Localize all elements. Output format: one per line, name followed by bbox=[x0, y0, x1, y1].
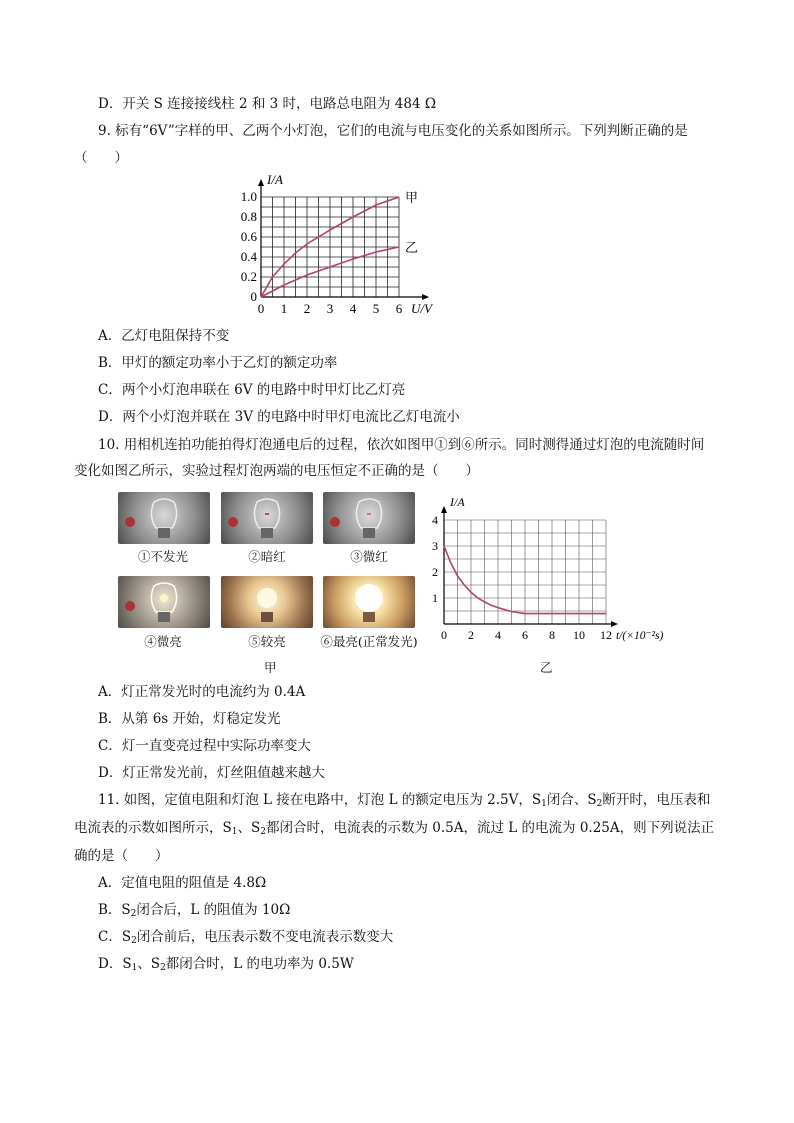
x-tick-label: 2 bbox=[468, 628, 474, 642]
x-tick-label: 5 bbox=[372, 301, 380, 316]
q10-option-d: D．灯正常发光前，灯丝阻值越来越大 bbox=[98, 765, 325, 781]
q10-chart-svg bbox=[424, 490, 674, 650]
q10-option-a: A．灯正常发光时的电流约为 0.4A bbox=[98, 684, 306, 700]
q11-stem-line1c: 断开时，电压表和 bbox=[602, 792, 711, 808]
photo-label-2: ②暗红 bbox=[248, 549, 286, 564]
y-tick-label: 1 bbox=[432, 591, 438, 605]
x-tick-label: 4 bbox=[349, 301, 357, 316]
y-tick-label: 0.4 bbox=[240, 249, 257, 264]
x-axis-arrow bbox=[611, 621, 618, 627]
photo-label-5: ⑤较亮 bbox=[248, 634, 286, 649]
q11-option-b bbox=[98, 900, 290, 924]
sub-2: 2 bbox=[596, 799, 603, 809]
q11-stem-line1a: 11. 如图，定值电阻和灯泡 L 接在电路中，灯泡 L 的额定电压为 2.5V，S bbox=[98, 792, 542, 808]
photo-label-6: ⑥最亮(正常发光) bbox=[320, 634, 418, 649]
caption-yi: 乙 bbox=[540, 660, 553, 675]
sub-2: 2 bbox=[131, 936, 137, 946]
photo-label-1: ①不发光 bbox=[137, 549, 188, 564]
sub-1: 1 bbox=[541, 799, 547, 809]
bulb-photo-2 bbox=[221, 492, 313, 544]
bulb-photo-1 bbox=[118, 492, 210, 544]
q11-stem-line1b: 闭合、S bbox=[546, 792, 597, 808]
q9-option-d: D．两个小灯泡并联在 3V 的电路中时甲灯电流比乙灯电流小 bbox=[98, 409, 460, 425]
q11-option-c bbox=[98, 927, 393, 951]
x-tick-label: 12 bbox=[600, 628, 612, 642]
y-tick-label: 2 bbox=[432, 565, 438, 579]
x-tick-label: 6 bbox=[395, 301, 403, 316]
q9-chart-svg bbox=[228, 168, 448, 320]
y-tick-label: 4 bbox=[432, 513, 438, 527]
sub-2: 2 bbox=[160, 963, 166, 973]
series-label: 乙 bbox=[405, 240, 419, 255]
q10-option-c: C．灯一直变亮过程中实际功率变大 bbox=[98, 738, 311, 754]
y-axis-label: I/A bbox=[267, 172, 283, 187]
q10-stem-line2: 变化如图乙所示，实验过程灯泡两端的电压恒定不正确的是（ ） bbox=[74, 463, 479, 479]
q10-option-b: B．从第 6s 开始，灯稳定发光 bbox=[98, 711, 281, 727]
q11-stem-line2b: 、S bbox=[237, 820, 261, 836]
q11-option-b-post: 闭合后，L 的阻值为 10Ω bbox=[136, 902, 291, 918]
q9-option-c: C．两个小灯泡串联在 6V 的电路中时甲灯比乙灯亮 bbox=[98, 382, 406, 398]
y-tick-label: 3 bbox=[432, 539, 438, 553]
q11-option-d-post: 都闭合时，L 的电功率为 0.5W bbox=[165, 956, 354, 972]
q9-option-b: B．甲灯的额定功率小于乙灯的额定功率 bbox=[98, 355, 338, 371]
x-tick-label: 2 bbox=[303, 301, 311, 316]
y-axis-label: I/A bbox=[450, 495, 465, 509]
x-tick-label: 3 bbox=[326, 301, 334, 316]
x-tick-label: 6 bbox=[522, 628, 528, 642]
q11-option-b-pre: B．S bbox=[98, 902, 131, 918]
x-tick-label: 0 bbox=[441, 628, 447, 642]
x-tick-label: 8 bbox=[549, 628, 555, 642]
q11-option-d bbox=[98, 954, 354, 978]
y-tick-label: 1.0 bbox=[240, 189, 257, 204]
series-label: 甲 bbox=[405, 190, 419, 205]
x-axis-arrow bbox=[422, 294, 429, 300]
q10-chart bbox=[424, 490, 674, 650]
q11-stem-line2 bbox=[74, 818, 714, 842]
q10-stem-line1: 10. 用相机连拍功能拍得灯泡通电后的过程，依次如图甲①到⑥所示。同时测得通过灯泡的电流随时间 bbox=[98, 437, 705, 453]
q11-option-a: A．定值电阻的阻值是 4.8Ω bbox=[98, 875, 267, 891]
y-tick-label: 0.2 bbox=[240, 269, 257, 284]
y-tick-label: 0.8 bbox=[240, 209, 257, 224]
q8-option-d: D．开关 S 连接接线柱 2 和 3 时，电路总电阻为 484 Ω bbox=[98, 96, 437, 112]
q11-option-d-pre: D．S bbox=[98, 956, 132, 972]
q9-stem-line1: 9. 标有“6V”字样的甲、乙两个小灯泡，它们的电流与电压变化的关系如图所示。下列判断正确的是 bbox=[98, 123, 688, 139]
caption-jia: 甲 bbox=[264, 660, 277, 675]
q11-stem-line3: 确的是（ ） bbox=[74, 848, 169, 864]
q11-stem-line2c: 都闭合时，电流表的示数为 0.5A，流过 L 的电流为 0.25A，则下列说法正 bbox=[265, 820, 715, 836]
sub-1: 1 bbox=[131, 963, 138, 973]
bulb-photo-3 bbox=[323, 492, 415, 544]
q9-option-a: A．乙灯电阻保持不变 bbox=[98, 328, 230, 344]
x-axis-label: t/(×10⁻²s) bbox=[616, 630, 664, 642]
q9-stem-line2: （ ） bbox=[74, 150, 128, 166]
x-tick-label: 4 bbox=[495, 628, 501, 642]
sub-1: 1 bbox=[231, 827, 238, 837]
y-axis-arrow bbox=[441, 506, 447, 513]
bulb-photo-6 bbox=[323, 576, 415, 628]
sub-2: 2 bbox=[130, 909, 137, 919]
q11-stem-line1 bbox=[98, 790, 710, 814]
y-tick-label: 0.6 bbox=[240, 229, 257, 244]
y-axis-arrow bbox=[258, 179, 264, 186]
photo-label-3: ③微红 bbox=[350, 549, 388, 564]
x-tick-label: 0 bbox=[257, 301, 265, 316]
q11-option-c-pre: C．S bbox=[98, 929, 132, 945]
q11-stem-line2a: 电流表的示数如图所示，S bbox=[74, 820, 232, 836]
q11-option-c-post: 闭合前后，电压表示数不变电流表示数变大 bbox=[136, 929, 394, 945]
bulb-photo-4 bbox=[118, 576, 210, 628]
x-axis-label: U/V bbox=[411, 301, 432, 316]
q11-option-d-mid: 、S bbox=[137, 956, 161, 972]
sub-2: 2 bbox=[260, 827, 266, 837]
q9-chart bbox=[228, 168, 448, 320]
bulb-photo-5 bbox=[221, 576, 313, 628]
x-tick-label: 10 bbox=[573, 628, 585, 642]
x-tick-label: 1 bbox=[280, 301, 288, 316]
photo-label-4: ④微亮 bbox=[144, 634, 182, 649]
y-tick-label: 0 bbox=[250, 289, 257, 304]
